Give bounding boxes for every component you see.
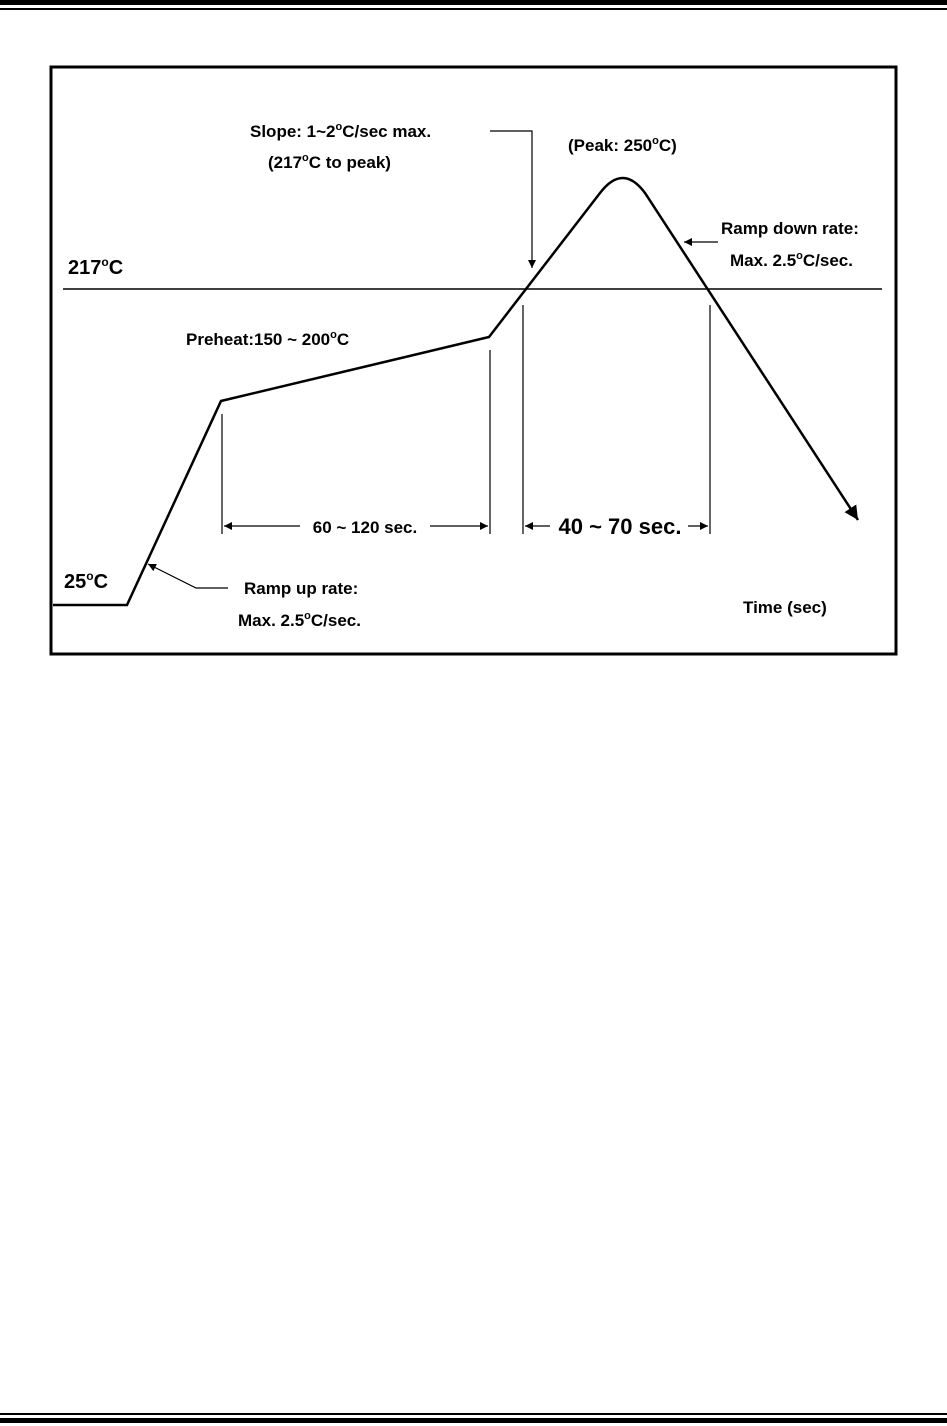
bottom-rule-thin	[0, 1413, 947, 1415]
peak-label: (Peak: 250$^o$C)	[568, 135, 677, 155]
rampdown-label-line1: Ramp down rate:	[721, 219, 859, 238]
rampup-label-line1: Ramp up rate:	[244, 579, 359, 598]
preheat-label: Preheat:150 ~ 200$^o$C	[186, 329, 350, 349]
preheat-time-label: 60 ~ 120 sec.	[312, 518, 418, 537]
temperature-profile-curve	[53, 178, 858, 605]
diagram-frame	[51, 67, 896, 654]
bottom-rule-thick	[0, 1418, 947, 1423]
rampdown-label-line2: Max. 2.5$^o$C/sec.	[730, 250, 853, 270]
slope-label-line1: Slope: 1~2$^o$C/sec max.	[250, 121, 432, 141]
ambient-temp-label: 25$^o$C	[64, 569, 109, 593]
rampup-callout-leader	[148, 564, 228, 588]
rampup-label-line2: Max. 2.5$^o$C/sec.	[238, 610, 361, 630]
liquidus-time-label: 40 ~ 70 sec.	[558, 514, 682, 539]
time-axis-label: Time (sec)	[743, 598, 827, 617]
liquidus-temp-label: 217$^o$C	[68, 255, 124, 279]
slope-callout-leader	[490, 131, 532, 268]
slope-label-line2: (217$^o$C to peak)	[268, 152, 391, 172]
